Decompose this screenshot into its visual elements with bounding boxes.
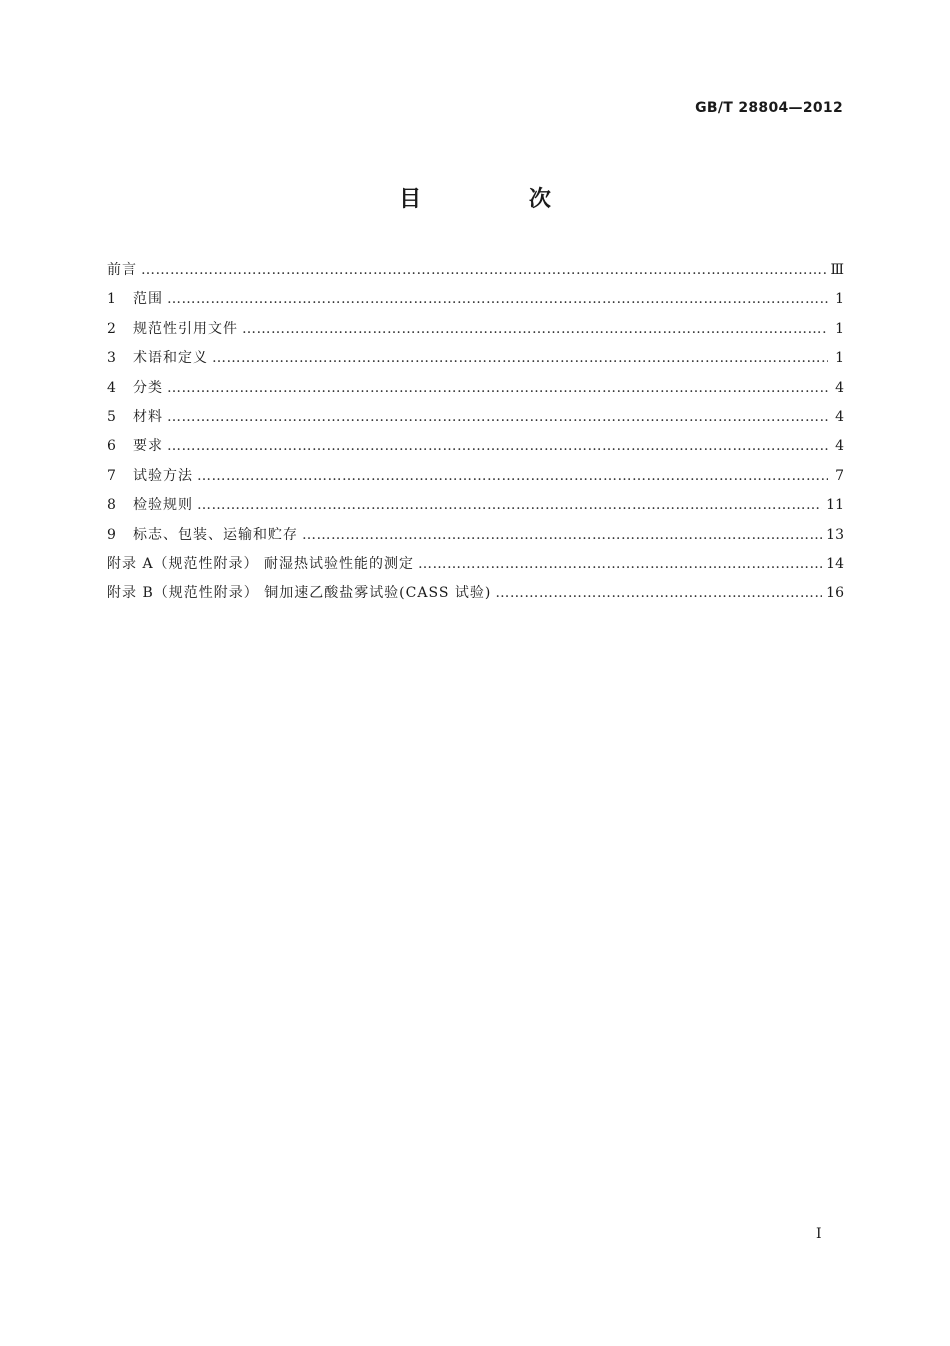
toc-entry-label: 附录 A（规范性附录） 耐湿热试验性能的测定 [107,555,415,572]
toc-dot-leader [197,497,822,513]
toc-entry-number: 3 [107,350,116,367]
toc-entry-label: 试验方法 [133,467,193,484]
toc-dot-leader [141,262,826,278]
standard-number: GB/T 28804—2012 [695,100,843,116]
toc-entry-number: 9 [107,526,116,543]
toc-entry-number: 4 [107,379,116,396]
toc-entry-test-methods[interactable] [107,465,844,494]
page-number: I [816,1226,822,1242]
toc-dot-leader [167,291,828,307]
toc-dot-leader [212,350,828,366]
toc-entry-requirements[interactable] [107,435,844,464]
table-of-contents [107,259,844,612]
toc-page-number: 4 [835,408,844,425]
toc-dot-leader [167,438,828,454]
toc-entry-label: 材料 [133,408,163,425]
toc-page-number: 11 [826,497,844,514]
toc-dot-leader [167,409,828,425]
toc-page-number: 14 [826,555,844,572]
toc-entry-number: 5 [107,408,116,425]
toc-page-number: 1 [835,291,844,308]
toc-dot-leader [197,468,828,484]
toc-dot-leader [495,585,822,601]
toc-dot-leader [418,556,822,572]
page-title: 目 次 [399,187,601,212]
toc-entry-scope[interactable] [107,288,844,317]
toc-entry-label: 术语和定义 [133,350,208,367]
toc-page-number: 4 [835,438,844,455]
toc-entry-label: 检验规则 [133,497,193,514]
toc-entry-number: 1 [107,291,116,308]
toc-entry-inspection-rules[interactable] [107,494,844,523]
toc-entry-terms-definitions[interactable] [107,347,844,376]
toc-dot-leader [167,380,828,396]
toc-page-number: 1 [835,350,844,367]
toc-page-number: 13 [826,526,844,543]
toc-page-number: 16 [826,585,844,602]
toc-entry-marking-packaging[interactable] [107,524,844,553]
toc-entry-label: 附录 B（规范性附录） 铜加速乙酸盐雾试验(CASS 试验) [107,585,492,602]
toc-entry-label: 分类 [133,379,163,396]
toc-entry-annex-a[interactable] [107,553,844,582]
toc-entry-materials[interactable] [107,406,844,435]
toc-entry-number: 7 [107,467,116,484]
toc-entry-label: 规范性引用文件 [133,320,238,337]
toc-entry-number: 8 [107,497,116,514]
toc-dot-leader [242,321,828,337]
toc-page-number: 1 [835,320,844,337]
toc-dot-leader [302,527,822,543]
toc-entry-number: 6 [107,438,116,455]
toc-page-number: 7 [835,467,844,484]
toc-entry-label: 标志、包装、运输和贮存 [133,526,298,543]
toc-entry-normative-references[interactable] [107,318,844,347]
toc-entry-annex-b[interactable] [107,582,844,611]
toc-entry-label: 范围 [133,291,163,308]
toc-entry-classification[interactable] [107,377,844,406]
toc-entry-label: 要求 [133,438,163,455]
toc-entry-label: 前言 [107,262,137,278]
toc-page-number: 4 [835,379,844,396]
toc-entry-number: 2 [107,320,116,337]
toc-entry-foreword[interactable] [107,259,844,288]
toc-page-number: Ⅲ [830,262,844,278]
